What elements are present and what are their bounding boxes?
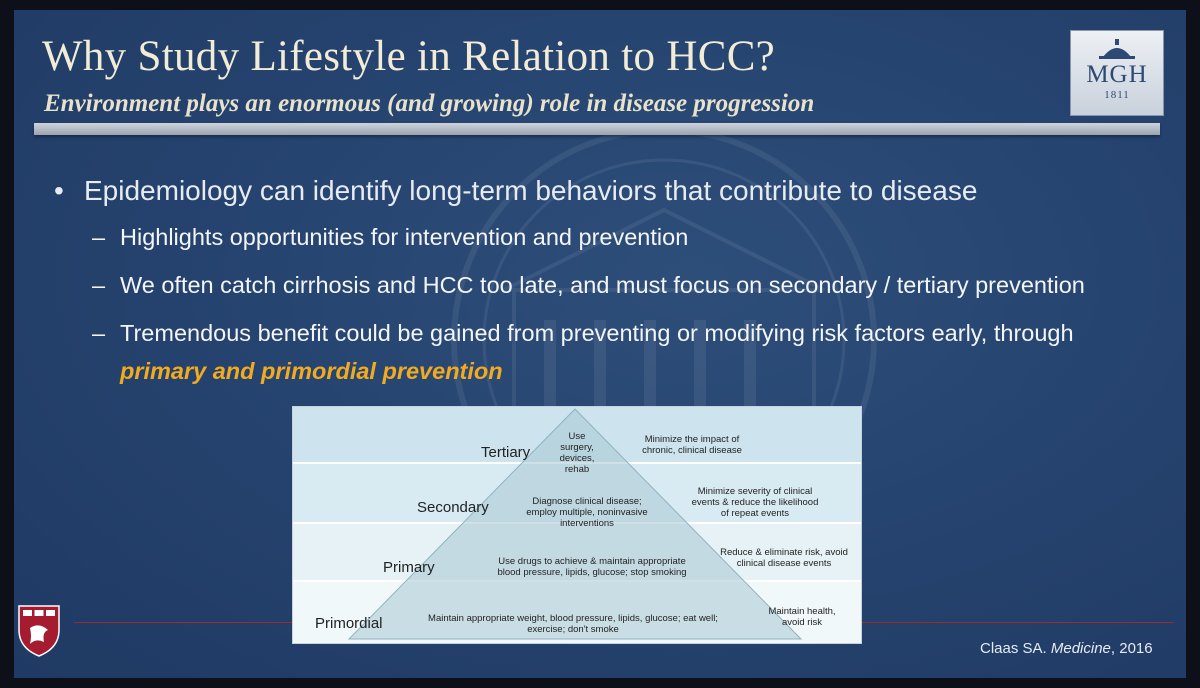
secondary-goal: Minimize severity of clinical events & reduce the likelihood of repeat events — [691, 486, 819, 519]
level-primordial: Primordial — [315, 615, 383, 632]
sub-bullet-1 — [92, 224, 688, 251]
logo-name: MGH — [1086, 61, 1148, 88]
primary-action: Use drugs to achieve & maintain appropriate blood pressure, lipids, glucose; stop smoking — [497, 556, 687, 578]
sub-bullet-text: Tremendous benefit could be gained from preventing or modifying risk factors early, through — [120, 320, 1074, 346]
primordial-action: Maintain appropriate weight, blood pressure, lipids, glucose; eat well; exercise; don't smoke — [428, 613, 718, 635]
tertiary-goal: Minimize the impact of chronic, clinical disease — [642, 434, 742, 456]
sub-bullet-text: Highlights opportunities for intervention and prevention — [120, 224, 689, 250]
secondary-action: Diagnose clinical disease; employ multiple, noninvasive interventions — [526, 496, 648, 529]
bullet-marker: • — [54, 175, 64, 206]
level-secondary: Secondary — [417, 499, 489, 516]
sub-bullet-3 — [92, 320, 1074, 347]
prevention-pyramid-figure — [292, 406, 862, 644]
harvard-shield-icon — [16, 602, 62, 658]
sub-bullet-2 — [92, 272, 1085, 299]
mgh-logo — [1070, 30, 1164, 116]
primordial-goal: Maintain health, avoid risk — [768, 606, 836, 628]
citation-year: , 2016 — [1110, 640, 1153, 657]
dash-marker: – — [92, 272, 106, 298]
level-primary: Primary — [383, 559, 435, 576]
main-bullet-text: Epidemiology can identify long-term behaviors that contribute to disease — [84, 175, 978, 206]
sub-bullet-text: We often catch cirrhosis and HCC too late, and must focus on secondary / tertiary prevention — [120, 272, 1085, 298]
dash-marker: – — [92, 320, 106, 346]
slide-subtitle: Environment plays an enormous (and growing) role in disease progression — [44, 90, 815, 117]
citation-journal: Medicine — [1050, 640, 1111, 657]
slide — [14, 10, 1186, 678]
main-bullet — [54, 175, 977, 207]
citation — [980, 640, 1153, 657]
dome-icon — [1097, 37, 1137, 59]
dash-marker: – — [92, 224, 106, 250]
title-divider — [34, 123, 1160, 135]
tertiary-action: Use surgery, devices, rehab — [559, 431, 595, 475]
citation-author: Claas SA. — [980, 640, 1047, 657]
slide-title: Why Study Lifestyle in Relation to HCC? — [42, 33, 776, 80]
level-tertiary: Tertiary — [481, 444, 531, 461]
highlight-text: primary and primordial prevention — [120, 358, 503, 384]
primary-goal: Reduce & eliminate risk, avoid clinical disease events — [720, 547, 848, 569]
logo-year: 1811 — [1104, 89, 1130, 101]
